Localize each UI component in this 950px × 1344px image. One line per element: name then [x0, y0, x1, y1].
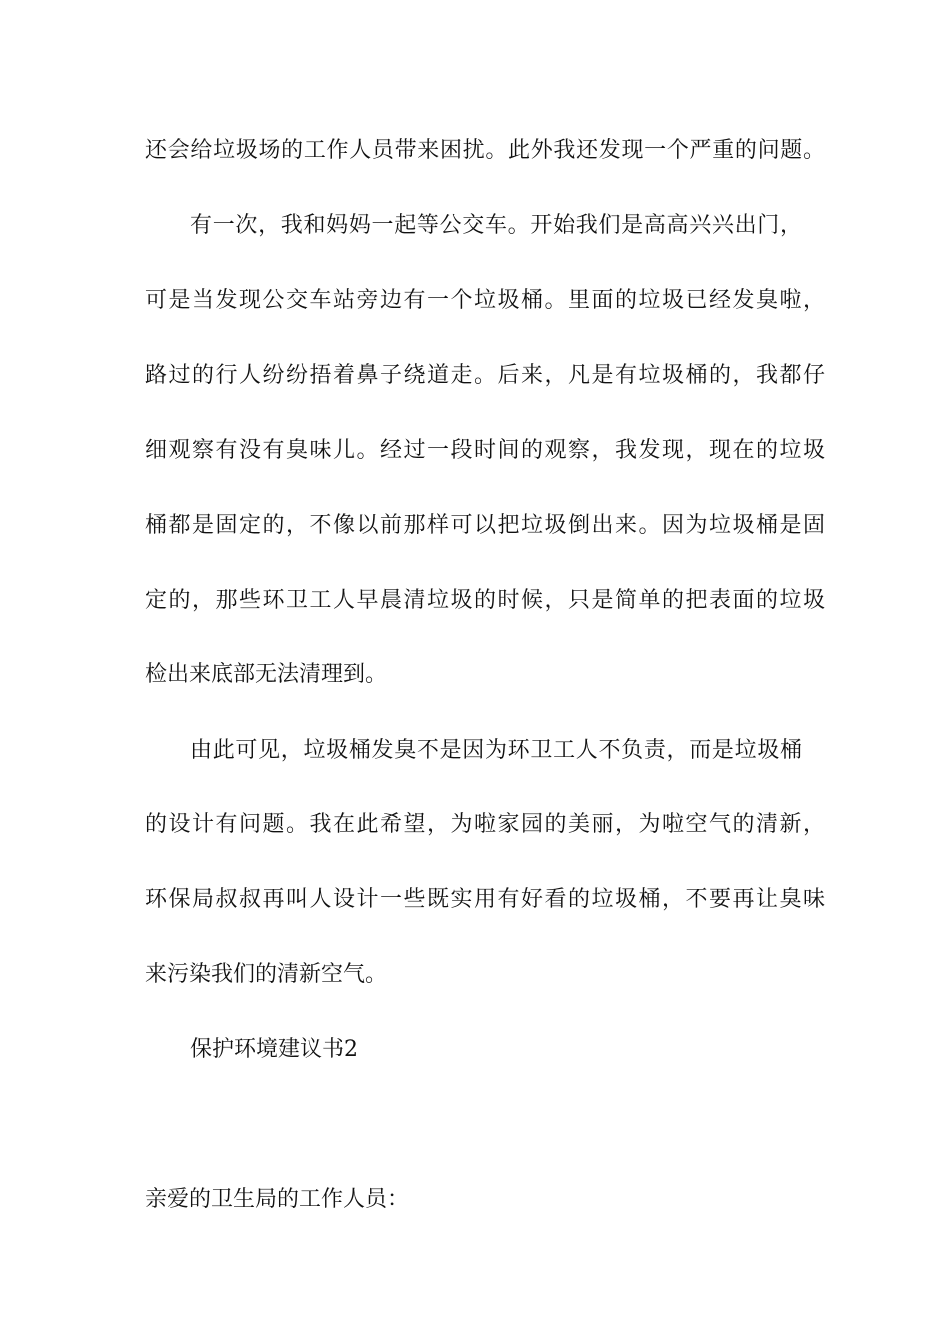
paragraph-line: 来污染我们的清新空气。	[145, 962, 388, 987]
paragraph-line: 可是当发现公交车站旁边有一个垃圾桶。里面的垃圾已经发臭啦，	[145, 288, 825, 313]
paragraph-line: 由此可见，垃圾桶发臭不是因为环卫工人不负责，而是垃圾桶	[190, 738, 802, 763]
paragraph-line: 环保局叔叔再叫人设计一些既实用有好看的垃圾桶，不要再让臭味	[145, 887, 825, 912]
paragraph-line: 检出来底部无法清理到。	[145, 662, 388, 687]
salutation: 亲爱的卫生局的工作人员：	[145, 1187, 410, 1212]
paragraph-line: 细观察有没有臭味儿。经过一段时间的观察，我发现，现在的垃圾	[145, 438, 825, 463]
paragraph-line: 还会给垃圾场的工作人员带来困扰。此外我还发现一个严重的问题。	[145, 138, 825, 163]
paragraph-line: 的设计有问题。我在此希望，为啦家园的美丽，为啦空气的清新，	[145, 812, 825, 837]
paragraph-line: 路过的行人纷纷捂着鼻子绕道走。后来，凡是有垃圾桶的，我都仔	[145, 363, 825, 388]
section-heading: 保护环境建议书2	[190, 1037, 358, 1062]
paragraph-line: 桶都是固定的，不像以前那样可以把垃圾倒出来。因为垃圾桶是固	[145, 513, 825, 538]
paragraph-line: 定的，那些环卫工人早晨清垃圾的时候，只是简单的把表面的垃圾	[145, 588, 825, 613]
paragraph-line: 有一次，我和妈妈一起等公交车。开始我们是高高兴兴出门，	[190, 213, 802, 238]
